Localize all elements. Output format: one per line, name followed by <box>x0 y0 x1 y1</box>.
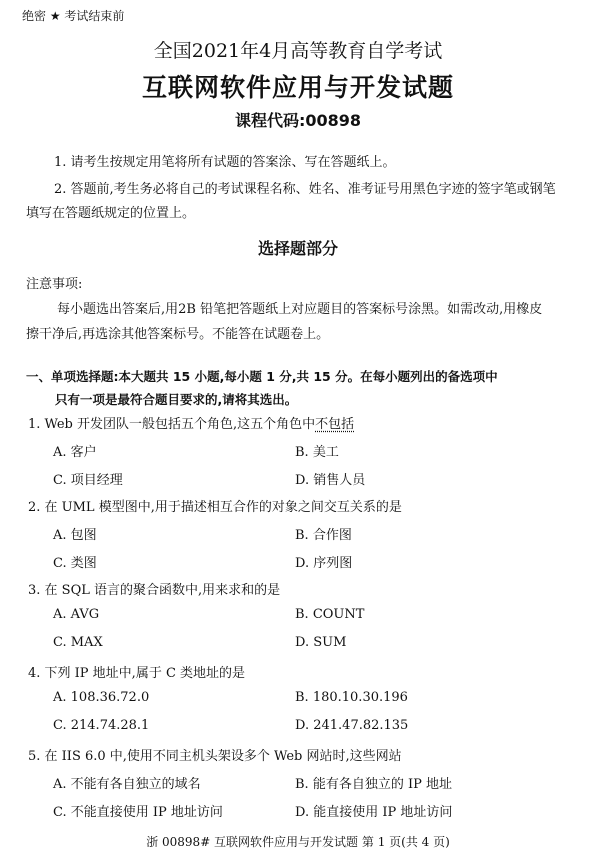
notice-line-2: 擦干净后,再选涂其他答案标号。不能答在试题卷上。 <box>26 327 330 342</box>
part-heading-line-2: 只有一项是最符合题目要求的,请将其选出。 <box>55 392 298 407</box>
question-4-option-a: A. 108.36.72.0 <box>53 690 150 705</box>
question-2-option-a: A. 包图 <box>53 528 97 543</box>
question-1-text: 1. Web 开发团队一般包括五个角色,这五个角色中 <box>28 417 316 432</box>
notice-label: 注意事项: <box>26 277 83 292</box>
question-1-stem <box>28 413 354 432</box>
question-1-option-a: A. 客户 <box>53 445 97 460</box>
question-5-option-c: C. 不能直接使用 IP 地址访问 <box>53 805 223 820</box>
notice-line-1: 每小题选出答案后,用2B 铅笔把答题纸上对应题目的答案标号涂黑。如需改动,用橡皮 <box>57 302 543 317</box>
question-2-option-b: B. 合作图 <box>295 528 352 543</box>
question-1-option-c: C. 项目经理 <box>53 473 123 488</box>
exam-title: 全国2021年4月高等教育自学考试 <box>153 40 443 62</box>
question-4-option-c: C. 214.74.28.1 <box>53 718 150 733</box>
part-heading-line-1: 一、单项选择题:本大题共 15 小题,每小题 1 分,共 15 分。在每小题列出的备选项中 <box>26 369 498 384</box>
paper-title: 互联网软件应用与开发试题 <box>141 73 454 102</box>
question-1-option-d: D. 销售人员 <box>295 473 366 488</box>
question-2-stem: 2. 在 UML 模型图中,用于描述相互合作的对象之间交互关系的是 <box>28 500 402 515</box>
page-footer: 浙 00898# 互联网软件应用与开发试题 第 1 页(共 4 页) <box>146 835 450 849</box>
instruction-1: 1. 请考生按规定用笔将所有试题的答案涂、写在答题纸上。 <box>54 155 396 170</box>
question-3-option-c: C. MAX <box>53 635 103 650</box>
question-1-option-b: B. 美工 <box>295 445 339 460</box>
secret-label: 绝密 ★ 考试结束前 <box>22 9 125 23</box>
instruction-2: 2. 答题前,考生务必将自己的考试课程名称、姓名、准考证号用黑色字迹的签字笔或钢笔 <box>54 182 556 197</box>
question-5-option-b: B. 能有各自独立的 IP 地址 <box>295 777 452 792</box>
question-3-option-d: D. SUM <box>295 635 347 650</box>
instruction-2-cont: 填写在答题纸规定的位置上。 <box>26 206 196 221</box>
question-3-option-a: A. AVG <box>53 607 100 622</box>
question-2-option-c: C. 类图 <box>53 556 97 571</box>
question-1-emphasis: 不包括 <box>315 417 355 432</box>
course-code: 课程代码:00898 <box>234 111 362 130</box>
question-5-stem: 5. 在 IIS 6.0 中,使用不同主机头架设多个 Web 网站时,这些网站 <box>28 749 402 764</box>
question-3-stem: 3. 在 SQL 语言的聚合函数中,用来求和的是 <box>28 583 281 598</box>
section-title: 选择题部分 <box>257 239 338 258</box>
question-4-option-d: D. 241.47.82.135 <box>295 718 409 733</box>
question-5-option-d: D. 能直接使用 IP 地址访问 <box>295 805 453 820</box>
question-4-stem: 4. 下列 IP 地址中,属于 C 类地址的是 <box>28 666 246 681</box>
question-3-option-b: B. COUNT <box>295 607 365 622</box>
question-4-option-b: B. 180.10.30.196 <box>295 690 408 705</box>
question-2-option-d: D. 序列图 <box>295 556 353 571</box>
question-5-option-a: A. 不能有各自独立的域名 <box>53 777 201 792</box>
